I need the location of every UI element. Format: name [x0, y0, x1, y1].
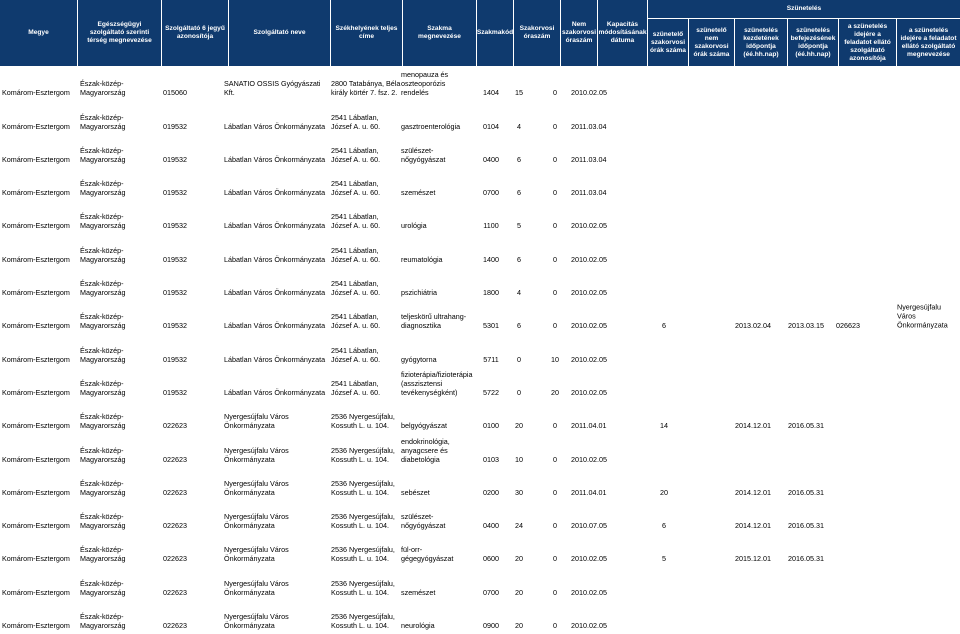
cell-szolgaltato-neve: Nyergesújfalu Város Önkormányzata [224, 412, 289, 431]
cell-szolgaltato-neve: Lábatlan Város Önkormányzata [224, 121, 326, 131]
table-row [0, 332, 960, 365]
cell-kapacitas-datum: 2010.02.05 [571, 321, 607, 331]
cell-kapacitas-datum: 2011.04.01 [571, 487, 607, 497]
cell-szakorvosi-oraszam: 6 [517, 321, 521, 331]
cell-szekhely: 2541 Lábatlan, József A. u. 60. [331, 378, 381, 397]
cell-kapacitas-datum: 2010.02.05 [571, 454, 607, 464]
cell-szakma: belgyógyászat [401, 421, 447, 431]
cell-kapacitas-datum: 2011.03.04 [571, 121, 607, 131]
col-header-szuneteló-szakorvosi: szünetelő szakorvosi órák száma [648, 19, 688, 66]
table-header [0, 0, 960, 66]
cell-szakmakod: 1100 [483, 221, 499, 231]
cell-szakma: menopauza és oszteoporózis rendelés [401, 70, 449, 98]
cell-szakma: urológia [401, 221, 427, 231]
col-header-azonosito: Szolgáltató 6 jegyű azonosítója [162, 0, 228, 66]
cell-terseg: Észak-közép- Magyarország [80, 612, 126, 631]
cell-kapacitas-datum: 2010.07.05 [571, 521, 607, 531]
cell-szekhely: 2541 Lábatlan, József A. u. 60. [331, 112, 381, 131]
cell-szuneteles-kezdete: 2014.12.01 [735, 421, 771, 431]
cell-nem-szakorvosi-oraszam: 0 [553, 254, 557, 264]
table-row [0, 399, 960, 432]
cell-szakorvosi-oraszam: 4 [517, 288, 521, 298]
cell-kapacitas-datum: 2010.02.05 [571, 88, 607, 98]
cell-szuneteles-kezdete: 2014.12.01 [735, 487, 771, 497]
cell-megye: Komárom-Esztergom [2, 121, 70, 131]
cell-szolgaltato-azonosito: 019532 [163, 387, 187, 397]
cell-szakmakod: 5711 [483, 354, 499, 364]
cell-szuneteles-befejezese: 2016.05.31 [788, 554, 824, 564]
cell-megye: Komárom-Esztergom [2, 621, 70, 631]
cell-nem-szakorvosi-oraszam: 0 [553, 221, 557, 231]
cell-szolgaltato-neve: Lábatlan Város Önkormányzata [224, 154, 326, 164]
cell-szolgaltato-azonosito: 022623 [163, 521, 187, 531]
cell-kapacitas-datum: 2010.02.05 [571, 221, 607, 231]
cell-megye: Komárom-Esztergom [2, 188, 70, 198]
cell-szolgaltato-neve: Nyergesújfalu Város Önkormányzata [224, 445, 289, 464]
cell-szekhely: 2800 Tatabánya, Béla király körtér 7. fsz. 2. [331, 79, 401, 98]
cell-megye: Komárom-Esztergom [2, 521, 70, 531]
cell-szekhely: 2536 Nyergesújfalu, Kossuth L. u. 104. [331, 412, 395, 431]
cell-szakorvosi-oraszam: 0 [517, 387, 521, 397]
cell-terseg: Észak-közép- Magyarország [80, 79, 126, 98]
table-row [0, 99, 960, 132]
col-header-szakmakod: Szakmakód [477, 0, 513, 66]
cell-szolgaltato-neve: Nyergesújfalu Város Önkormányzata [224, 612, 289, 631]
cell-megye: Komárom-Esztergom [2, 487, 70, 497]
cell-szuneteles-befejezese: 2016.05.31 [788, 421, 824, 431]
cell-nem-szakorvosi-oraszam: 0 [553, 521, 557, 531]
cell-megye: Komárom-Esztergom [2, 254, 70, 264]
cell-megye: Komárom-Esztergom [2, 88, 70, 98]
cell-szolgaltato-neve: Nyergesújfalu Város Önkormányzata [224, 478, 289, 497]
cell-szakorvosi-oraszam: 4 [517, 121, 521, 131]
cell-nem-szakorvosi-oraszam: 0 [553, 88, 557, 98]
cell-szolgaltato-azonosito: 022623 [163, 487, 187, 497]
table-row [0, 566, 960, 599]
cell-kapacitas-datum: 2011.03.04 [571, 154, 607, 164]
cell-szolgaltato-azonosito: 015060 [163, 88, 187, 98]
table-row [0, 266, 960, 299]
cell-szakorvosi-oraszam: 30 [515, 487, 523, 497]
cell-szolgaltato-neve: Lábatlan Város Önkormányzata [224, 387, 326, 397]
cell-kapacitas-datum: 2010.02.05 [571, 387, 607, 397]
cell-szakma: endokrinológia, anyagcsere és diabetológia [401, 436, 450, 464]
cell-terseg: Észak-közép- Magyarország [80, 279, 126, 298]
table-row [0, 466, 960, 499]
cell-szekhely: 2536 Nyergesújfalu, Kossuth L. u. 104. [331, 478, 395, 497]
cell-megye: Komárom-Esztergom [2, 354, 70, 364]
cell-szuneteló-szakorvosi: 5 [662, 554, 666, 564]
cell-szolgaltato-neve: Lábatlan Város Önkormányzata [224, 288, 326, 298]
cell-megye: Komárom-Esztergom [2, 288, 70, 298]
table-body [0, 66, 960, 634]
cell-szekhely: 2536 Nyergesújfalu, Kossuth L. u. 104. [331, 512, 395, 531]
col-header-szakorvosi-oraszam: Szakorvosi óraszám [514, 0, 560, 66]
cell-szolgaltato-neve: Lábatlan Város Önkormányzata [224, 188, 326, 198]
cell-szekhely: 2541 Lábatlan, József A. u. 60. [331, 345, 381, 364]
cell-szolgaltato-azonosito: 019532 [163, 154, 187, 164]
cell-szakorvosi-oraszam: 20 [515, 421, 523, 431]
cell-szuneteló-szakorvosi: 14 [660, 421, 668, 431]
cell-terseg: Észak-közép- Magyarország [80, 345, 126, 364]
cell-kapacitas-datum: 2010.02.05 [571, 254, 607, 264]
cell-szakma: szemészet [401, 188, 436, 198]
cell-nem-szakorvosi-oraszam: 0 [553, 121, 557, 131]
cell-kapacitas-datum: 2011.04.01 [571, 421, 607, 431]
cell-szolgaltato-azonosito: 019532 [163, 288, 187, 298]
col-header-terseg: Egészségügyi szolgáltató szerinti térség megnevezése [78, 0, 161, 66]
cell-szakma: fizioterápia/fizioterápia (asszisztensi tevékenységként) [401, 369, 473, 397]
cell-szekhely: 2541 Lábatlan, József A. u. 60. [331, 245, 381, 264]
cell-terseg: Észak-közép- Magyarország [80, 179, 126, 198]
cell-terseg: Észak-közép- Magyarország [80, 312, 126, 331]
col-header-megye: Megye [0, 0, 77, 66]
cell-szakma: pszichiátria [401, 288, 437, 298]
col-header-feladat-azonosito: a szünetelés idejére a feladatot ellátó szolgáltató azonosítója [839, 19, 896, 66]
cell-szakmakod: 0200 [483, 487, 499, 497]
cell-nem-szakorvosi-oraszam: 10 [551, 354, 559, 364]
col-header-szakma: Szakma megnevezése [403, 0, 476, 66]
cell-szolgaltato-neve: Nyergesújfalu Város Önkormányzata [224, 545, 289, 564]
cell-szakmakod: 0400 [483, 521, 499, 531]
col-header-szuneteles-befejezese: szünetelés befejezésének időpontja (éé.hh.nap) [788, 19, 838, 66]
cell-szakma: szülészet- nőgyógyászat [401, 145, 446, 164]
cell-nem-szakorvosi-oraszam: 0 [553, 454, 557, 464]
col-header-feladat-megnevezes: a szünetelés idejére a feladatot ellátó szolgáltató megnevezése [897, 19, 960, 66]
cell-szuneteló-szakorvosi: 20 [660, 487, 668, 497]
cell-nem-szakorvosi-oraszam: 0 [553, 621, 557, 631]
cell-szolgaltato-azonosito: 022623 [163, 554, 187, 564]
col-header-nem-szakorvosi-oraszam: Nem szakorvosi óraszám [561, 0, 597, 66]
table-row [0, 299, 960, 332]
cell-szolgaltato-neve: Nyergesújfalu Város Önkormányzata [224, 578, 289, 597]
cell-szakma: szülészet- nőgyógyászat [401, 512, 446, 531]
cell-szolgaltato-azonosito: 019532 [163, 254, 187, 264]
cell-kapacitas-datum: 2010.02.05 [571, 354, 607, 364]
cell-szakma: reumatológia [401, 254, 443, 264]
cell-szakorvosi-oraszam: 15 [515, 88, 523, 98]
cell-szolgaltato-azonosito: 019532 [163, 221, 187, 231]
cell-megye: Komárom-Esztergom [2, 321, 70, 331]
cell-szekhely: 2536 Nyergesújfalu, Kossuth L. u. 104. [331, 545, 395, 564]
cell-szekhely: 2536 Nyergesújfalu, Kossuth L. u. 104. [331, 578, 395, 597]
cell-szakorvosi-oraszam: 6 [517, 188, 521, 198]
cell-megye: Komárom-Esztergom [2, 421, 70, 431]
cell-szuneteles-befejezese: 2016.05.31 [788, 487, 824, 497]
cell-szakorvosi-oraszam: 24 [515, 521, 523, 531]
table-row [0, 199, 960, 232]
cell-terseg: Észak-közép- Magyarország [80, 445, 126, 464]
cell-kapacitas-datum: 2010.02.05 [571, 554, 607, 564]
cell-nem-szakorvosi-oraszam: 0 [553, 554, 557, 564]
cell-szakorvosi-oraszam: 20 [515, 621, 523, 631]
cell-szolgaltato-neve: Lábatlan Város Önkormányzata [224, 254, 326, 264]
cell-szekhely: 2541 Lábatlan, József A. u. 60. [331, 145, 381, 164]
col-header-szuneteles-kezdete: szünetelés kezdetének időpontja (éé.hh.nap) [735, 19, 787, 66]
cell-szakmakod: 0400 [483, 154, 499, 164]
cell-szekhely: 2541 Lábatlan, József A. u. 60. [331, 212, 381, 231]
col-group-szuneteles: Szünetelés [648, 0, 960, 18]
cell-terseg: Észak-közép- Magyarország [80, 245, 126, 264]
cell-kapacitas-datum: 2011.03.04 [571, 188, 607, 198]
cell-szolgaltato-neve: Lábatlan Város Önkormányzata [224, 221, 326, 231]
cell-szakorvosi-oraszam: 6 [517, 254, 521, 264]
cell-szuneteles-befejezese: 2016.05.31 [788, 521, 824, 531]
cell-szolgaltato-azonosito: 019532 [163, 321, 187, 331]
cell-szakma: sebészet [401, 487, 430, 497]
table-row [0, 532, 960, 565]
table-row [0, 166, 960, 199]
cell-terseg: Észak-közép- Magyarország [80, 145, 126, 164]
cell-nem-szakorvosi-oraszam: 0 [553, 487, 557, 497]
cell-megye: Komárom-Esztergom [2, 154, 70, 164]
cell-szuneteló-szakorvosi: 6 [662, 321, 666, 331]
cell-szakorvosi-oraszam: 20 [515, 554, 523, 564]
cell-szakmakod: 1404 [483, 88, 499, 98]
cell-szakma: neurológia [401, 621, 435, 631]
cell-szolgaltato-neve: SANATIO OSSIS Gyógyászati Kft. [224, 79, 321, 98]
cell-terseg: Észak-közép- Magyarország [80, 378, 126, 397]
cell-szolgaltato-azonosito: 022623 [163, 421, 187, 431]
cell-terseg: Észak-közép- Magyarország [80, 212, 126, 231]
cell-szuneteles-befejezese: 2013.03.15 [788, 321, 824, 331]
cell-nem-szakorvosi-oraszam: 0 [553, 421, 557, 431]
cell-szakmakod: 5722 [483, 387, 499, 397]
cell-szakmakod: 1400 [483, 254, 499, 264]
cell-nem-szakorvosi-oraszam: 0 [553, 154, 557, 164]
cell-szakma: szemészet [401, 587, 436, 597]
cell-nem-szakorvosi-oraszam: 0 [553, 288, 557, 298]
cell-kapacitas-datum: 2010.02.05 [571, 621, 607, 631]
cell-nem-szakorvosi-oraszam: 0 [553, 188, 557, 198]
col-header-szuneteló-nem-szakorvosi: szünetelő nem szakorvosi órák száma [689, 19, 734, 66]
cell-szolgaltato-neve: Lábatlan Város Önkormányzata [224, 321, 326, 331]
cell-szakorvosi-oraszam: 5 [517, 221, 521, 231]
cell-szakma: gyógytorna [401, 354, 437, 364]
cell-szakmakod: 1800 [483, 288, 499, 298]
cell-terseg: Észak-közép- Magyarország [80, 112, 126, 131]
cell-szolgaltato-azonosito: 019532 [163, 121, 187, 131]
cell-szakmakod: 0900 [483, 621, 499, 631]
cell-szolgaltato-azonosito: 022623 [163, 621, 187, 631]
table-row [0, 366, 960, 399]
cell-szekhely: 2541 Lábatlan, József A. u. 60. [331, 279, 381, 298]
cell-terseg: Észak-közép- Magyarország [80, 512, 126, 531]
cell-szekhely: 2536 Nyergesújfalu, Kossuth L. u. 104. [331, 445, 395, 464]
cell-szolgaltato-neve: Nyergesújfalu Város Önkormányzata [224, 512, 289, 531]
cell-szakmakod: 0700 [483, 587, 499, 597]
col-header-szolgaltato-neve: Szolgáltató neve [229, 0, 330, 66]
cell-szakorvosi-oraszam: 0 [517, 354, 521, 364]
cell-szakmakod: 0103 [483, 454, 499, 464]
cell-kapacitas-datum: 2010.02.05 [571, 587, 607, 597]
cell-szekhely: 2536 Nyergesújfalu, Kossuth L. u. 104. [331, 612, 395, 631]
cell-terseg: Észak-közép- Magyarország [80, 578, 126, 597]
cell-szakorvosi-oraszam: 6 [517, 154, 521, 164]
cell-szakma: fül-orr- gégegyógyászat [401, 545, 454, 564]
cell-megye: Komárom-Esztergom [2, 454, 70, 464]
col-header-kapacitas-datum: Kapacitás módosításának dátuma [598, 0, 647, 66]
cell-szuneteles-kezdete: 2013.02.04 [735, 321, 771, 331]
cell-megye: Komárom-Esztergom [2, 221, 70, 231]
cell-nem-szakorvosi-oraszam: 20 [551, 387, 559, 397]
cell-terseg: Észak-közép- Magyarország [80, 478, 126, 497]
cell-szolgaltato-azonosito: 019532 [163, 188, 187, 198]
cell-szakmakod: 0600 [483, 554, 499, 564]
cell-nem-szakorvosi-oraszam: 0 [553, 587, 557, 597]
cell-megye: Komárom-Esztergom [2, 387, 70, 397]
cell-szuneteles-kezdete: 2014.12.01 [735, 521, 771, 531]
cell-szolgaltato-azonosito: 022623 [163, 454, 187, 464]
cell-megye: Komárom-Esztergom [2, 554, 70, 564]
cell-szakmakod: 5301 [483, 321, 499, 331]
cell-szolgaltato-neve: Lábatlan Város Önkormányzata [224, 354, 326, 364]
cell-terseg: Észak-közép- Magyarország [80, 412, 126, 431]
cell-nem-szakorvosi-oraszam: 0 [553, 321, 557, 331]
cell-szolgaltato-azonosito: 022623 [163, 587, 187, 597]
cell-terseg: Észak-közép- Magyarország [80, 545, 126, 564]
cell-szakmakod: 0100 [483, 421, 499, 431]
table-row [0, 233, 960, 266]
cell-feladat-azonosito: 026623 [836, 321, 860, 331]
cell-szakma: gasztroenterológia [401, 121, 461, 131]
table-row [0, 432, 960, 465]
cell-feladat-megnevezes: Nyergesújfalu Város Önkormányzata [897, 302, 948, 330]
cell-szolgaltato-azonosito: 019532 [163, 354, 187, 364]
cell-szakmakod: 0700 [483, 188, 499, 198]
col-header-szekhely: Székhelyének teljes címe [331, 0, 402, 66]
cell-szuneteló-szakorvosi: 6 [662, 521, 666, 531]
cell-szakma: teljeskörű ultrahang- diagnosztika [401, 312, 467, 331]
cell-szakmakod: 0104 [483, 121, 499, 131]
table-row [0, 133, 960, 166]
cell-szekhely: 2541 Lábatlan, József A. u. 60. [331, 312, 381, 331]
cell-szakorvosi-oraszam: 10 [515, 454, 523, 464]
cell-szekhely: 2541 Lábatlan, József A. u. 60. [331, 179, 381, 198]
cell-szakorvosi-oraszam: 20 [515, 587, 523, 597]
cell-megye: Komárom-Esztergom [2, 587, 70, 597]
table-row [0, 599, 960, 632]
table-row [0, 499, 960, 532]
table-row [0, 66, 960, 99]
cell-kapacitas-datum: 2010.02.05 [571, 288, 607, 298]
cell-szuneteles-kezdete: 2015.12.01 [735, 554, 771, 564]
